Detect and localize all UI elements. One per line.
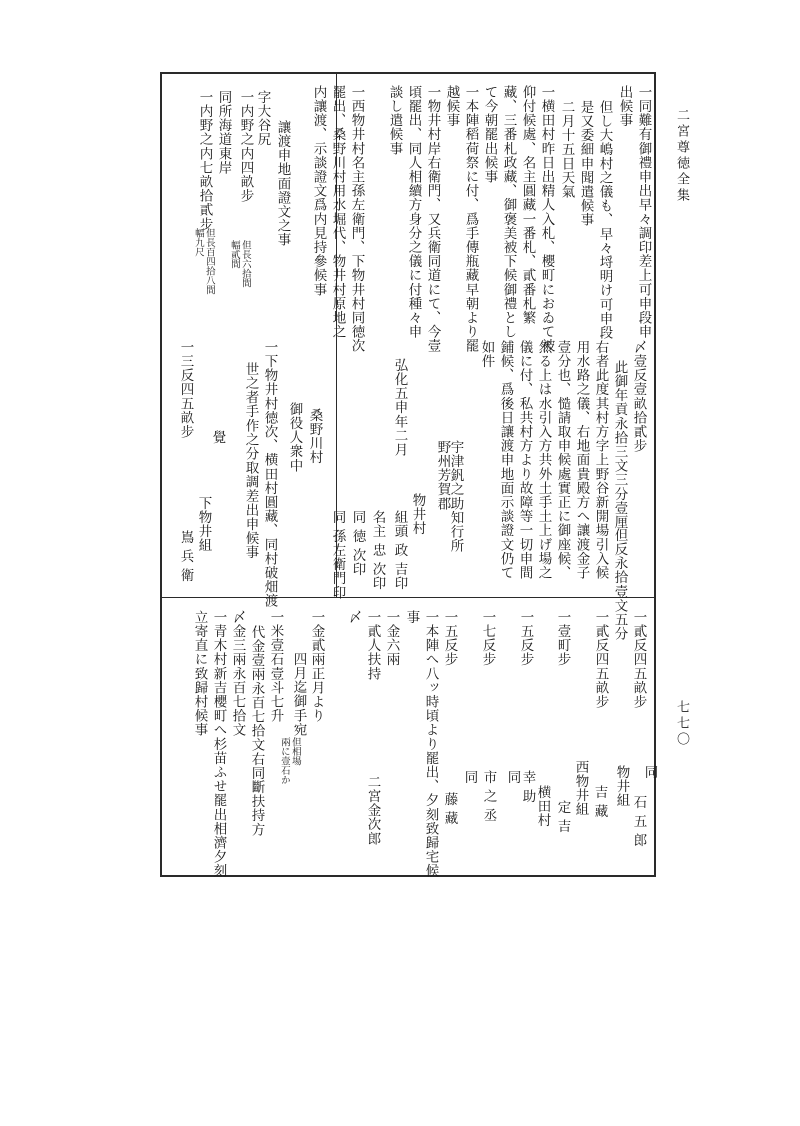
frame-bottom-rule [160,875,655,877]
text-line: 一五反步 [517,610,534,667]
section-divider [160,597,655,598]
text-line: 同所海道東岸 [215,90,232,175]
text-line: 一三反四五畝步 [177,340,194,439]
page-number: 七七〇 [674,700,689,748]
text-line: 一青木村新吉櫻町へ杉苗ふせ罷出相濟夕刻 [210,610,227,878]
text-line: 同 [641,765,658,780]
text-line: 一西物井村名主孫左衛門、下物井村同徳次 [348,85,365,353]
text-line: 越候事 [443,85,460,128]
text-line: 談し遣候事 [386,85,403,156]
text-line: 嶌 兵 衛 [177,530,194,583]
text-line: 一横田村昨日出精人入札、櫻町におゐて被 [538,85,555,353]
text-line: 仰付候處、名主圓藏一番札、貳番札繁 [519,85,536,325]
text-line: 一七反步 [479,610,496,667]
text-line: 藏、三番札政藏、御褒美被下候御禮とし [500,85,517,339]
text-line: 一下物井村徳次、横田村圓藏、同村破畑渡 [261,340,278,608]
text-line: 一壹町步 [554,610,571,667]
text-line: 組頭 政 吉印 [391,510,408,591]
text-line: 一金貳兩正月より [308,610,325,723]
text-line: 壹分也、慥請取申候處實正に御座候、 [554,340,571,580]
text-line: 一貳反四五畝步 [592,610,609,709]
text-line: 御役人衆中 [286,402,303,473]
text-line: 罷出、桑野川村用水堀代、物井村原地之 [329,85,346,339]
text-line: 右者此度其村方字上野谷新開場引入候 [592,340,609,580]
text-line: 〆金三兩永百七拾文 [229,610,246,737]
text-line: 同 [504,770,521,785]
interlinear-note: 但長六拾間 幅貳間 [228,240,251,288]
text-line: 一本陣へ八ッ時頃より罷出、夕刻致歸宅候 [422,610,439,878]
text-line: 〆壹反壹畝拾貳步 [630,340,647,453]
text-line: 四月迄御手宛 [290,652,307,737]
text-line: 西物井組 [572,760,589,817]
text-line: 一物井村岸右衛門、又兵衛同道にて、今壹 [424,85,441,353]
text-line: 一本陣稻荷祭に付、爲手傳瓶藏早朝より罷 [462,85,479,353]
text-line: 但反永拾壹文五分 [611,528,628,641]
text-line: 二月十五日天氣 [558,100,575,199]
text-line: 宇津釩之助知行所 [447,440,464,553]
text-line: 幸 助 [519,770,536,804]
text-line: 一五反步 [441,610,458,667]
text-line: 但し大嶋村之儀も、早々埒明け可申段 [596,100,613,340]
text-line: 弘化五申年二月 [391,358,408,457]
text-line: 一貳人扶持 [364,610,381,681]
text-line: 讓渡申地面證文之事 [274,120,291,247]
text-line: 内讓渡、示談證文爲内見持參候事 [310,85,327,297]
text-line: 如件 [478,340,495,369]
text-line: 物井村 [409,493,426,536]
text-line: 物井組 [613,765,630,808]
text-line: 出候事 [616,85,633,128]
text-line: 野州芳賀郡 [434,440,451,511]
frame-top-rule [160,72,655,74]
text-line: 二宮金次郎 [364,775,381,846]
text-line: 此御年貢永拾三文三分壹厘 [611,360,628,530]
text-line: 一米壹石壹斗七升 [267,610,284,723]
text-line: 同 徳 次印 [349,510,366,577]
text-line: 然る上は水引入方共外土手土上げ場之 [535,340,552,580]
frame-right-rule [654,72,656,877]
text-line: 世之者手作之分取調差出申候事 [242,362,259,560]
text-line: 名主 忠 次印 [369,510,386,591]
text-line: 一金六兩 [383,610,400,667]
text-line: 用水路之儀、右地面貴殿方へ讓渡金子 [573,340,590,580]
text-line: 同 孫左衛門印 [329,510,346,600]
text-line: 〆 [345,610,362,625]
interlinear-note: 但長百四拾八間 幅九尺 [192,228,215,295]
book-title: 二宮尊徳全集 [674,108,689,204]
text-line: 同 [461,770,478,785]
interlinear-note: 但相場 兩に壹石か [278,737,301,785]
text-line: 字大谷尻 [254,90,271,147]
text-line: 一内野之内七畝拾貳步 [196,90,213,231]
text-line: 鋪候、爲後日讓渡申地面示談證文仍て [497,340,514,580]
text-line: 事 [403,610,420,625]
frame-left-rule [160,72,162,877]
text-line: 石 五 郎 [630,795,647,848]
text-line: 儀に付、私共村方より故障等一切申間 [516,340,533,580]
text-line: て今朝罷出候事 [481,85,498,184]
text-line: 一貳反四五畝步 [630,610,647,709]
text-line: 下物井組 [195,496,212,553]
text-line: 頃罷出、同人相續方身分之儀に付種々申 [405,85,422,339]
text-line: 立寄直に致歸村候事 [191,610,208,737]
text-line: 是又委細申聞遣候事 [577,100,594,227]
text-line: 市 之 丞 [480,770,497,823]
text-line: 藤 藏 [441,792,458,826]
text-line: 横田村 [534,785,551,828]
text-line: 吉 藏 [591,785,608,819]
text-line: 定 吉 [554,800,571,834]
text-line: 代金壹兩永百七拾文右同斷扶持方 [248,625,265,837]
text-line: 一同難有御禮申出早々調印差上可申段申 [635,85,652,339]
text-line: 一内野之内四畝步 [237,90,254,203]
text-line: 桑野川村 [306,408,323,465]
text-line: 覺 [209,430,226,445]
